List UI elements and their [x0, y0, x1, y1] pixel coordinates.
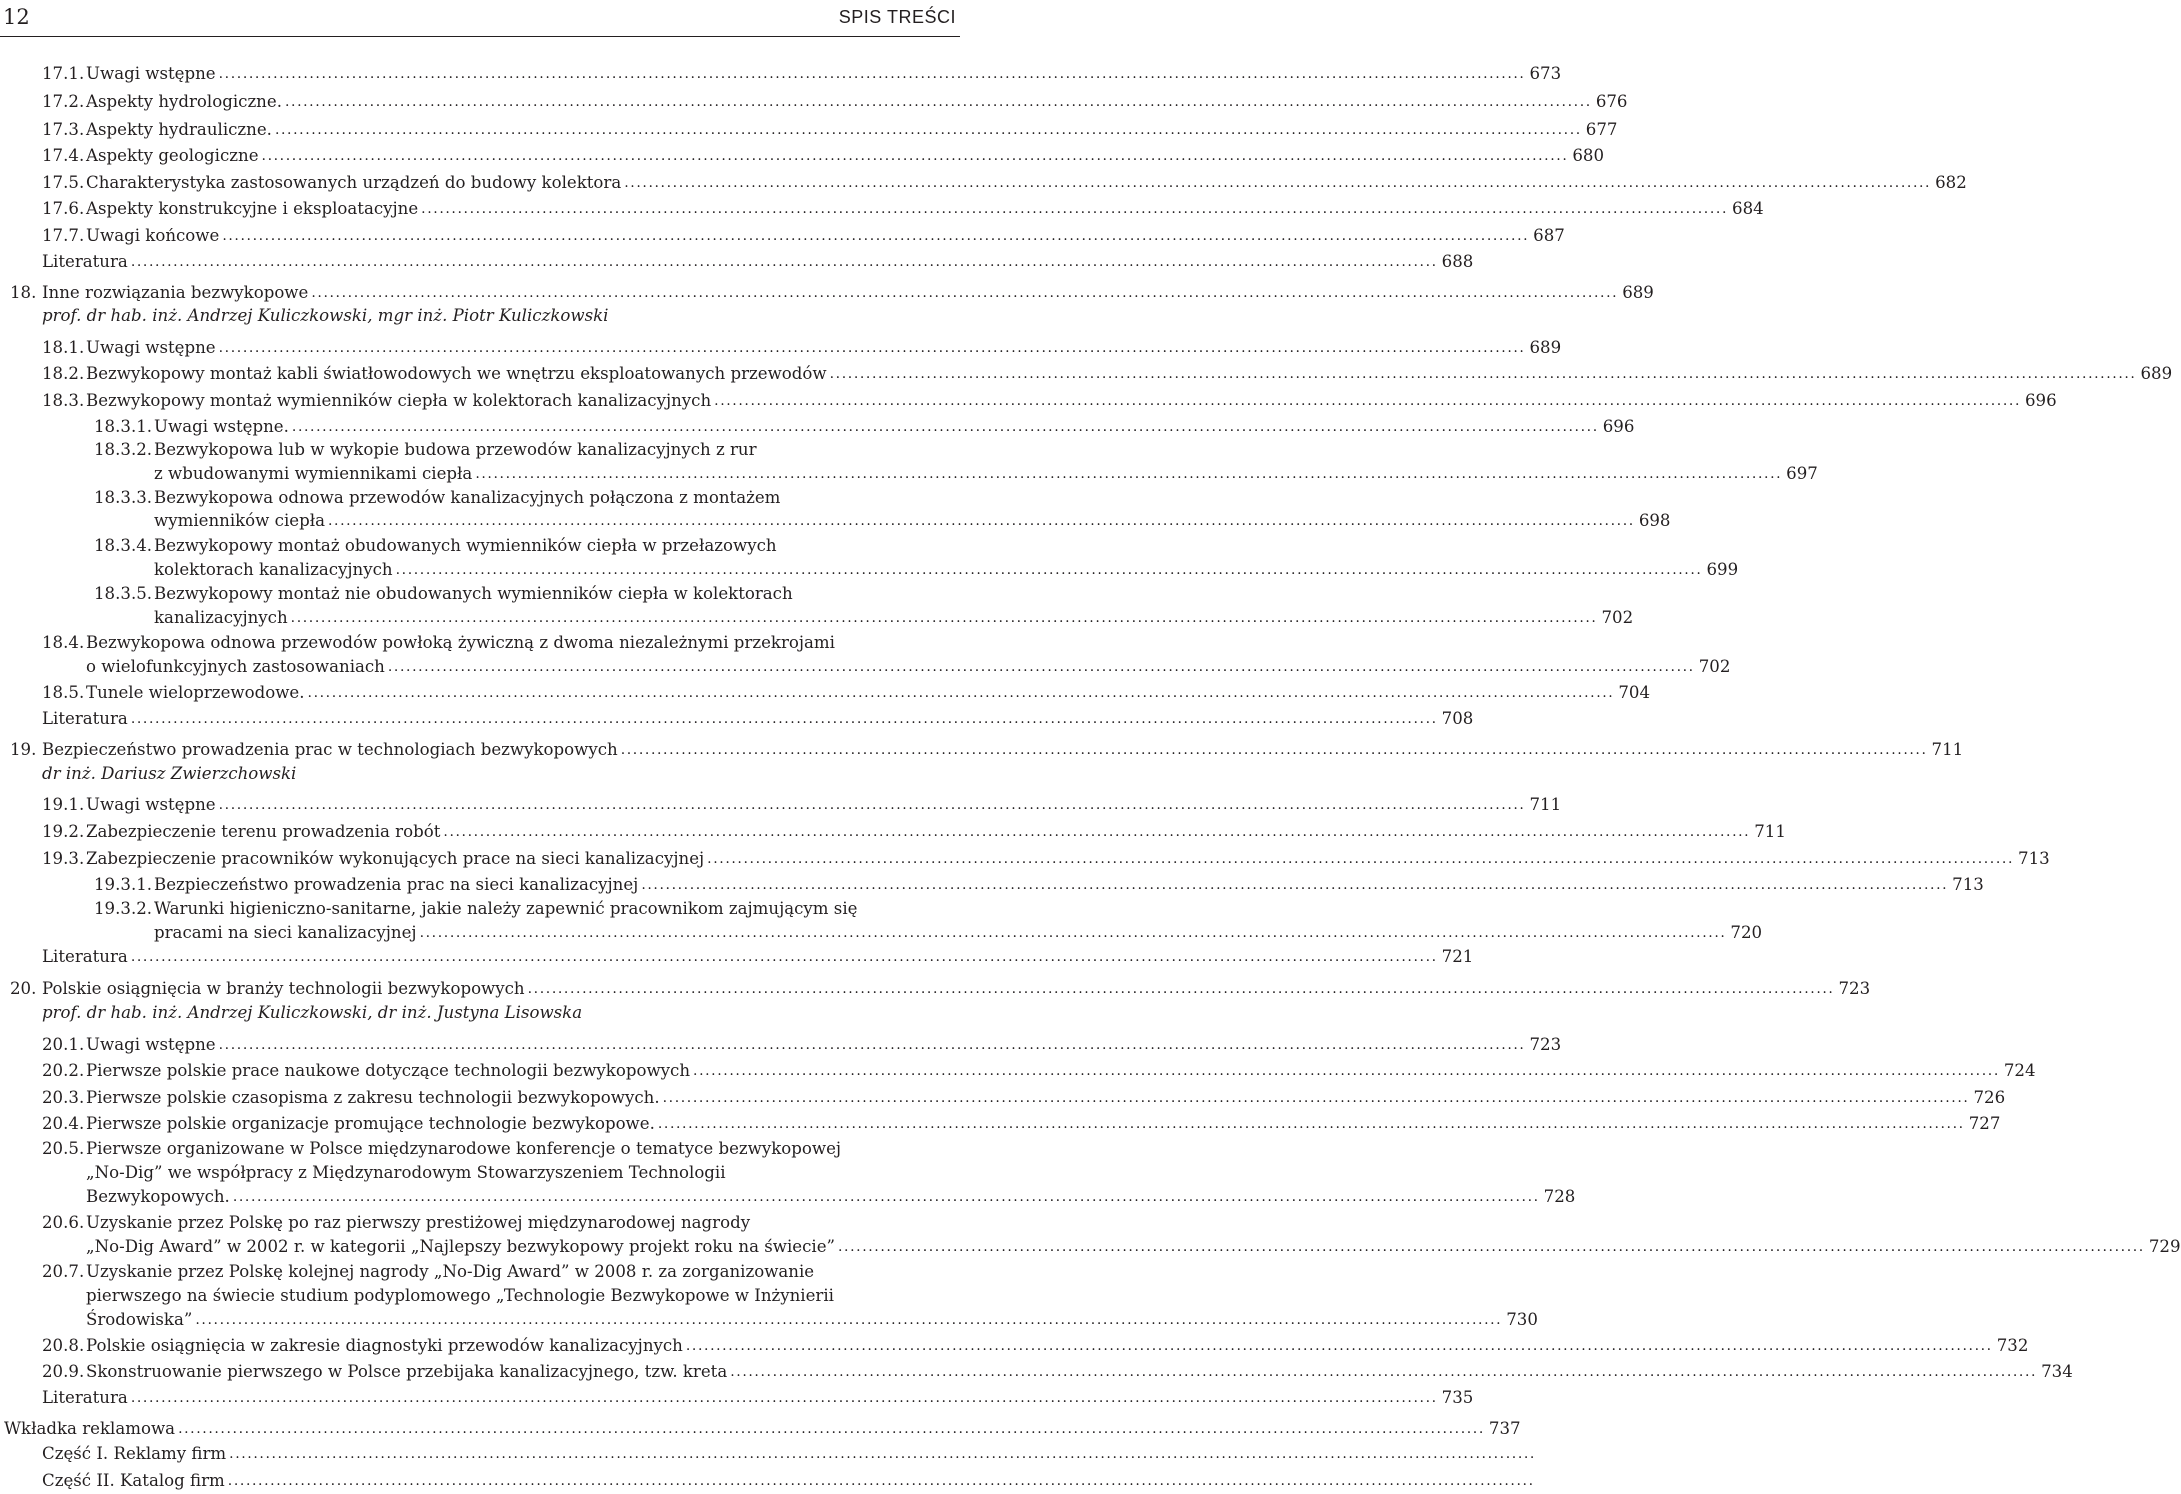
- toc-entry: [154, 920, 1763, 946]
- dot-leader: [663, 1085, 1970, 1111]
- dot-leader: [730, 1359, 2037, 1385]
- toc-entry-title: Aspekty hydrologiczne.: [86, 92, 282, 111]
- dot-leader: [475, 461, 1782, 487]
- dot-leader: [707, 846, 2014, 872]
- toc-entry: [42, 361, 2173, 387]
- dot-leader: [222, 223, 1529, 249]
- toc-entry: [86, 1184, 1576, 1210]
- toc-entry: [42, 680, 1651, 706]
- toc-entry: [42, 249, 1474, 275]
- toc-entry: [42, 944, 1474, 970]
- toc-entry: [10, 737, 1964, 763]
- toc-entry-page: 702: [1601, 608, 1634, 627]
- toc-entry-title: Bezwykopowy montaż obudowanych wymienników ciepła w przełazowych: [154, 536, 777, 555]
- toc-entry-title: Pierwsze organizowane w Polsce międzynarodowe konferencje o tematyce bezwykopowej: [86, 1139, 842, 1158]
- dot-leader: [285, 89, 1592, 115]
- toc-entry: [42, 819, 1786, 845]
- dot-leader: [686, 1333, 1993, 1359]
- toc-entry-title: pracami na sieci kanalizacyjnej: [154, 923, 417, 942]
- toc-entry: [86, 1283, 957, 1309]
- toc-entry-number: 19.: [10, 740, 37, 759]
- dot-leader: [714, 388, 2021, 414]
- toc-entry-title: Uzyskanie przez Polskę kolejnej nagrody „No-Dig Award” w 2008 r. za zorganizowanie: [86, 1262, 815, 1281]
- dot-leader: [219, 335, 1526, 361]
- toc-entry-page: 729: [2148, 1237, 2181, 1256]
- toc-entry: [42, 388, 2057, 414]
- toc-entry-page: 711: [1529, 795, 1562, 814]
- toc-entry-page: 730: [1506, 1310, 1538, 1329]
- toc-entry: [42, 117, 1618, 143]
- toc-entry-title: Warunki higieniczno-sanitarne, jakie należy zapewnić pracownikom zajmującym się: [154, 899, 858, 918]
- toc-entry-number: 17.7.: [42, 226, 85, 245]
- dot-leader: [830, 361, 2137, 387]
- toc-entry-page: 688: [1441, 252, 1474, 271]
- toc-entry-title: Część I. Reklamy firm: [42, 1444, 227, 1463]
- toc-entry-number: 20.5.: [42, 1139, 85, 1158]
- toc-entry-number: 20.9.: [42, 1362, 85, 1381]
- toc-entry: [42, 706, 1474, 732]
- dot-leader: [838, 1234, 2145, 1260]
- toc-entry: [4, 1416, 1521, 1442]
- toc-entry-title: z wbudowanymi wymiennikami ciepła: [154, 464, 473, 483]
- toc-entry-page: 724: [2003, 1061, 2036, 1080]
- toc-entry-title: Bezpieczeństwo prowadzenia prac w technologiach bezwykopowych: [42, 740, 618, 759]
- toc-entry-title: wymienników ciepła: [154, 511, 325, 530]
- toc-entry-number: 19.2.: [42, 822, 85, 841]
- toc-entry-number: 18.5.: [42, 683, 85, 702]
- toc-entry-page: 713: [2018, 849, 2050, 868]
- toc-entry-title: o wielofunkcyjnych zastosowaniach: [86, 657, 385, 676]
- toc-entry-title: Literatura: [42, 1388, 128, 1407]
- toc-entry-page: 721: [1441, 947, 1474, 966]
- toc-entry: [86, 1160, 957, 1186]
- toc-entry-title: Część II. Katalog firm: [42, 1471, 225, 1490]
- toc-entry-page: 702: [1698, 657, 1731, 676]
- toc-entry-title: „No-Dig” we współpracy z Międzynarodowym Stowarzyszeniem Technologii: [86, 1163, 726, 1182]
- toc-entry-title: Pierwsze polskie czasopisma z zakresu technologii bezwykopowych.: [86, 1088, 660, 1107]
- toc-entry: [86, 1234, 2181, 1260]
- toc-entry-title: Uwagi wstępne: [86, 1035, 216, 1054]
- dot-leader: [178, 1416, 1485, 1442]
- toc-entry-page: 696: [1602, 417, 1635, 436]
- toc-entry-page: 676: [1595, 92, 1628, 111]
- toc-entry-title: Bezwykopowa odnowa przewodów kanalizacyjnych połączona z montażem: [154, 488, 781, 507]
- toc-entry-number: 20.3.: [42, 1088, 85, 1107]
- toc-entry: [42, 630, 957, 656]
- dot-leader: [131, 1385, 1438, 1411]
- toc-entry-page: 697: [1786, 464, 1818, 483]
- toc-entry-title: Charakterystyka zastosowanych urządzeń do budowy kolektora: [86, 173, 622, 192]
- toc-entry-title: Bezwykopowa odnowa przewodów powłoką żywiczną z dwoma niezależnymi przekrojami: [86, 633, 835, 652]
- toc-entry-title: Bezwykopowy montaż kabli światłowodowych we wnętrzu eksploatowanych przewodów: [86, 364, 827, 383]
- toc-entry-number: 19.3.2.: [94, 899, 153, 918]
- toc-entry: [154, 508, 1671, 534]
- toc-entry-number: 18.: [10, 283, 37, 302]
- chapter-author: prof. dr hab. inż. Andrzej Kuliczkowski, mgr inż. Piotr Kuliczkowski: [42, 306, 609, 325]
- toc-entry: [94, 896, 957, 922]
- toc-entry-title: Inne rozwiązania bezwykopowe: [42, 283, 309, 302]
- toc-entry-page: 708: [1441, 709, 1474, 728]
- toc-entry-number: 18.3.3.: [94, 488, 153, 507]
- toc-entry-title: Literatura: [42, 709, 128, 728]
- toc-entry-title: Bezwykopowa lub w wykopie budowa przewodów kanalizacyjnych z rur: [154, 440, 757, 459]
- toc-entry-title: Literatura: [42, 252, 128, 271]
- toc-entry: [154, 605, 1634, 631]
- toc-entry-number: 20.8.: [42, 1336, 85, 1355]
- toc-entry-page: 728: [1543, 1187, 1576, 1206]
- toc-entry-page: 704: [1618, 683, 1651, 702]
- toc-entry-number: 20.: [10, 979, 37, 998]
- toc-entry: [86, 654, 1731, 680]
- toc-entry-title: Aspekty geologiczne: [86, 146, 259, 165]
- dot-leader: [262, 143, 1569, 169]
- toc-entry-number: 19.1.: [42, 795, 85, 814]
- toc-entry-number: 18.3.4.: [94, 536, 153, 555]
- toc-entry-title: Bezpieczeństwo prowadzenia prac na sieci kanalizacyjnej: [154, 875, 639, 894]
- toc-entry: [42, 1385, 1474, 1411]
- dot-leader: [131, 944, 1438, 970]
- toc-entry: [42, 1441, 957, 1467]
- toc-entry: [42, 61, 1562, 87]
- toc-entry-title: Bezwykopowych.: [86, 1187, 230, 1206]
- toc-entry-page: 696: [2025, 391, 2057, 410]
- toc-entry-number: 17.4.: [42, 146, 85, 165]
- chapter-author: prof. dr hab. inż. Andrzej Kuliczkowski, dr inż. Justyna Lisowska: [42, 1003, 583, 1022]
- dot-leader: [693, 1058, 2000, 1084]
- toc-entry-page: 689: [2140, 364, 2173, 383]
- toc-entry: [42, 1058, 2036, 1084]
- toc-entry: [94, 581, 957, 607]
- dot-leader: [328, 508, 1635, 534]
- toc-entry-title: „No-Dig Award” w 2002 r. w kategorii „Najlepszy bezwykopowy projekt roku na świecie”: [86, 1237, 835, 1256]
- toc-entry-title: kanalizacyjnych: [154, 608, 288, 627]
- toc-entry-title: Uwagi wstępne.: [154, 417, 289, 436]
- dot-leader: [229, 1441, 1536, 1467]
- toc-entry: [42, 1259, 957, 1285]
- toc-entry-title: Bezwykopowy montaż wymienników ciepła w kolektorach kanalizacyjnych: [86, 391, 712, 410]
- toc-entry-number: 20.6.: [42, 1213, 85, 1232]
- toc-entry: [42, 89, 1628, 115]
- toc-entry-page: 726: [1973, 1088, 2006, 1107]
- toc-entry-title: Aspekty hydrauliczne.: [86, 120, 272, 139]
- toc-entry-title: Literatura: [42, 947, 128, 966]
- dot-leader: [420, 920, 1727, 946]
- toc-entry-title: pierwszego na świecie studium podyplomowego „Technologie Bezwykopowe w Inżynierii: [86, 1286, 834, 1305]
- dot-leader: [291, 605, 1598, 631]
- toc-entry-page: 689: [1622, 283, 1654, 302]
- toc-entry: [42, 1111, 2001, 1137]
- toc-entry: [42, 1333, 2029, 1359]
- dot-leader: [308, 680, 1615, 706]
- toc-entry-page: 727: [1968, 1114, 2001, 1133]
- toc-entry-number: 20.4.: [42, 1114, 85, 1133]
- toc-entry: [42, 792, 1562, 818]
- toc-entry-title: Polskie osiągnięcia w zakresie diagnostyki przewodów kanalizacyjnych: [86, 1336, 683, 1355]
- toc-entry: [42, 1359, 2073, 1385]
- toc-entry-number: 18.3.1.: [94, 417, 153, 436]
- toc-entry-title: Wkładka reklamowa: [4, 1419, 176, 1438]
- dot-leader: [219, 1032, 1526, 1058]
- toc-entry-title: Zabezpieczenie terenu prowadzenia robót: [86, 822, 441, 841]
- toc-entry: [154, 557, 1739, 583]
- dot-leader: [195, 1307, 1502, 1333]
- toc-entry-title: Skonstruowanie pierwszego w Polsce przebijaka kanalizacyjnego, tzw. kreta: [86, 1362, 728, 1381]
- toc-entry-title: Uwagi wstępne: [86, 64, 216, 83]
- toc-entry: [42, 846, 2050, 872]
- dot-leader: [641, 872, 1948, 898]
- toc-entry-page: 673: [1529, 64, 1562, 83]
- toc-entry-number: 19.3.1.: [94, 875, 153, 894]
- dot-leader: [624, 170, 1931, 196]
- toc-entry-title: Uzyskanie przez Polskę po raz pierwszy prestiżowej międzynarodowej nagrody: [86, 1213, 751, 1232]
- dot-leader: [421, 196, 1728, 222]
- toc-entry-title: Uwagi wstępne: [86, 338, 216, 357]
- toc-entry: [86, 1307, 1538, 1333]
- dot-leader: [621, 737, 1928, 763]
- toc-entry-title: Tunele wieloprzewodowe.: [86, 683, 305, 702]
- dot-leader: [233, 1184, 1540, 1210]
- toc-entry-number: 20.7.: [42, 1262, 85, 1281]
- toc-entry-page: 680: [1572, 146, 1605, 165]
- dot-leader: [396, 557, 1703, 583]
- dot-leader: [528, 976, 1835, 1002]
- toc-entry-number: 18.3.: [42, 391, 85, 410]
- toc-entry-page: 723: [1529, 1035, 1562, 1054]
- toc-entry-page: 734: [2041, 1362, 2073, 1381]
- toc-entry-page: 737: [1488, 1419, 1521, 1438]
- toc-entry: [42, 223, 1565, 249]
- toc-entry: [42, 1085, 2006, 1111]
- toc-entry-title: Pierwsze polskie organizacje promujące technologie bezwykopowe.: [86, 1114, 655, 1133]
- toc-entry-title: Zabezpieczenie pracowników wykonujących prace na sieci kanalizacyjnej: [86, 849, 705, 868]
- toc-entry-number: 18.3.2.: [94, 440, 153, 459]
- toc-entry-page: 711: [1754, 822, 1786, 841]
- toc-entry-number: 17.5.: [42, 173, 85, 192]
- toc-entry-number: 18.4.: [42, 633, 85, 652]
- toc-entry: [94, 437, 957, 463]
- toc-entry-number: 20.2.: [42, 1061, 85, 1080]
- toc-entry-page: 711: [1931, 740, 1964, 759]
- dot-leader: [443, 819, 1750, 845]
- toc-entry-title: Uwagi końcowe: [86, 226, 220, 245]
- dot-leader: [219, 792, 1526, 818]
- toc-entry-number: 19.3.: [42, 849, 85, 868]
- dot-leader: [228, 1468, 1535, 1494]
- toc-entry-page: 677: [1585, 120, 1618, 139]
- toc-entry-page: 732: [1996, 1336, 2029, 1355]
- toc-entry-title: Aspekty konstrukcyjne i eksploatacyjne: [86, 199, 419, 218]
- toc-entry-number: 20.1.: [42, 1035, 85, 1054]
- toc-entry-title: Polskie osiągnięcia w branży technologii bezwykopowych: [42, 979, 525, 998]
- toc-entry-title: kolektorach kanalizacyjnych: [154, 560, 393, 579]
- toc-entry-number: 17.3.: [42, 120, 85, 139]
- dot-leader: [275, 117, 1582, 143]
- toc-entry: [42, 170, 1967, 196]
- dot-leader: [219, 61, 1526, 87]
- toc-entry-page: 687: [1533, 226, 1565, 245]
- toc-entry-page: 689: [1529, 338, 1562, 357]
- toc-entry: [10, 976, 1871, 1002]
- toc-entry: [42, 1136, 957, 1162]
- chapter-author: dr inż. Dariusz Zwierzchowski: [42, 764, 297, 783]
- toc-entry-number: 18.1.: [42, 338, 85, 357]
- toc-entry-number: 18.3.5.: [94, 584, 153, 603]
- toc-entry: [42, 1210, 957, 1236]
- toc-entry-number: 17.2.: [42, 92, 85, 111]
- toc-entry-title: Środowiska”: [86, 1310, 193, 1329]
- toc-entry: [42, 196, 1764, 222]
- dot-leader: [131, 706, 1438, 732]
- toc-entry-number: 17.6.: [42, 199, 85, 218]
- toc-entry-number: 17.1.: [42, 64, 85, 83]
- page-number: 12: [3, 5, 30, 29]
- toc-entry-page: 723: [1838, 979, 1871, 998]
- dot-leader: [658, 1111, 1965, 1137]
- running-head: SPIS TREŚCI: [838, 7, 956, 27]
- dot-leader: [131, 249, 1438, 275]
- toc-entry: [42, 335, 1562, 361]
- toc-entry-page: 735: [1441, 1388, 1474, 1407]
- toc-entry-page: 684: [1732, 199, 1764, 218]
- toc-entry-page: 698: [1638, 511, 1671, 530]
- toc-entry-title: Uwagi wstępne: [86, 795, 216, 814]
- toc-entry-title: Pierwsze polskie prace naukowe dotyczące technologii bezwykopowych: [86, 1061, 691, 1080]
- toc-entry-page: 720: [1730, 923, 1763, 942]
- toc-entry-title: Bezwykopowy montaż nie obudowanych wymienników ciepła w kolektorach: [154, 584, 793, 603]
- toc-entry: [154, 461, 1818, 487]
- toc-entry: [42, 1032, 1562, 1058]
- toc-entry: [42, 1468, 957, 1494]
- toc-entry: [42, 143, 1605, 169]
- toc-entry-page: 713: [1952, 875, 1984, 894]
- toc-entry-page: 682: [1935, 173, 1967, 192]
- toc-entry-page: 699: [1706, 560, 1739, 579]
- dot-leader: [388, 654, 1695, 680]
- toc-entry-number: 18.2.: [42, 364, 85, 383]
- toc-entry: [94, 533, 957, 559]
- toc-entry: [94, 872, 1984, 898]
